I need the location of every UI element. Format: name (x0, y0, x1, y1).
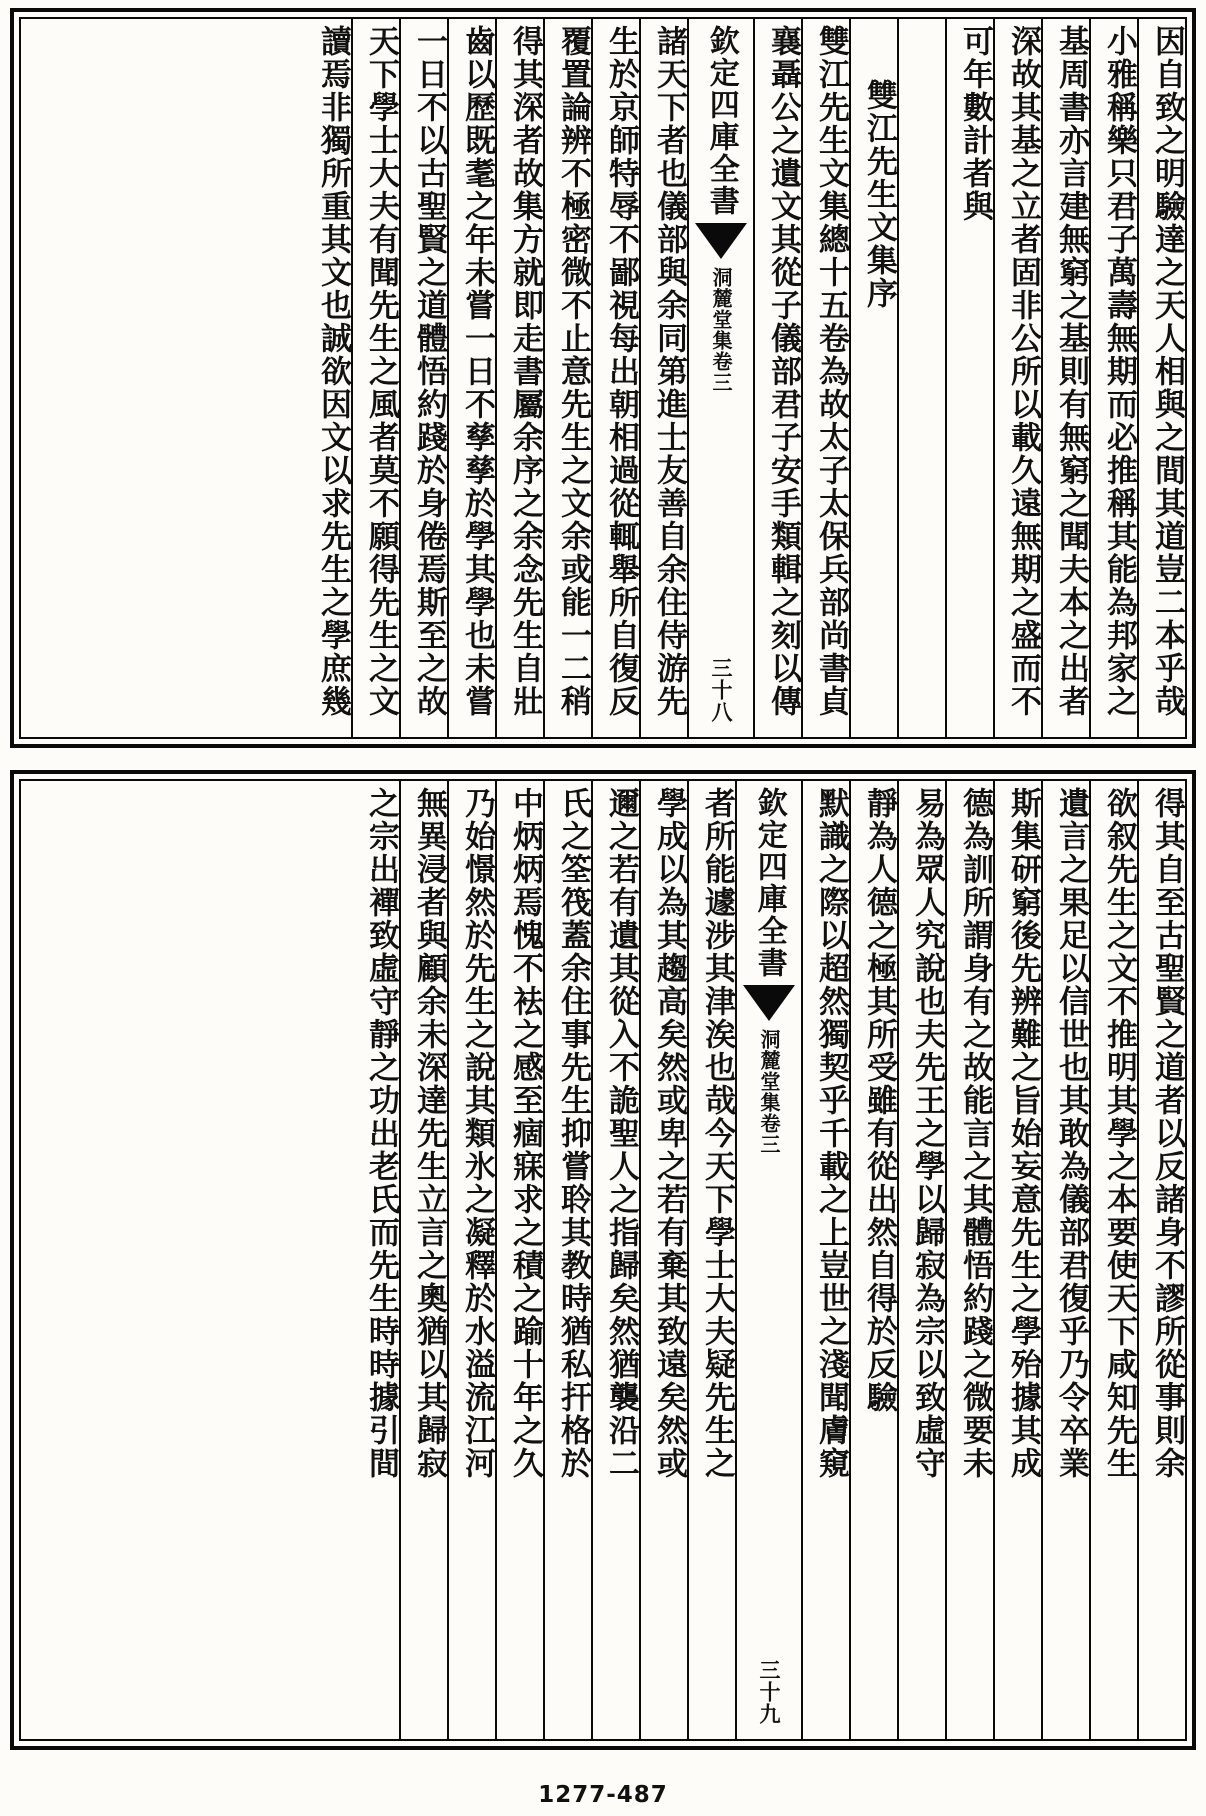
text-column: 中炳炳焉愧不袪之感至痼寐求之積之踰十年之久 (495, 781, 543, 1739)
page-footer-number: 1277-487 (538, 1782, 668, 1808)
text-column: 者所能遽涉其津涘也哉今天下學士大夫疑先生之 (687, 781, 735, 1739)
text-column: 覆置論辨不極密微不止意先生之文余或能一二稍 (543, 19, 591, 737)
text-column-blank (897, 19, 945, 737)
spine-juan: 卷三 (757, 1113, 781, 1155)
text-column: 遺言之果足以信世也其敢為儀部君復乎乃令卒業 (1041, 781, 1089, 1739)
text-column: 欲叙先生之文不推明其學之本要使天下咸知先生 (1089, 781, 1137, 1739)
text-column: 一日不以古聖賢之道體悟約踐於身倦焉斯至之故 (399, 19, 447, 737)
text-column: 雙江先生文集總十五卷為故太子太保兵部尚書貞 (801, 19, 849, 737)
text-column: 齒以歷既耄之年未嘗一日不孳孳於學其學也未嘗 (447, 19, 495, 737)
spine-page-number: 三十八 (709, 657, 734, 723)
text-column: 之宗出襌致虛守靜之功出老氏而先生時時據引間 (363, 787, 399, 1480)
text-column: 因自致之明驗達之天人相與之間其道豈二本乎哉 (1137, 19, 1185, 737)
text-column: 邇之若有遺其從入不詭聖人之指歸矣然猶襲沿二 (591, 781, 639, 1739)
spine-block-upper (687, 19, 753, 737)
spine-title: 欽定四庫全書 (751, 787, 787, 979)
preface-title-column: 雙江先生文集序 (849, 19, 897, 737)
text-column: 易為眾人究說也夫先王之學以歸寂為宗以致虛守 (897, 781, 945, 1739)
text-column: 得其自至古聖賢之道者以反諸身不謬所從事則余 (1137, 781, 1185, 1739)
text-column: 學成以為其趨高矣然或卑之若有棄其致遠矣然或 (639, 781, 687, 1739)
text-column: 諸天下者也儀部與余同第進士友善自余住侍游先 (639, 19, 687, 737)
spine-title: 欽定四庫全書 (703, 25, 739, 217)
text-column: 可年數計者與 (945, 19, 993, 737)
fishtail-icon (695, 223, 747, 259)
spine-collection: 洞麓堂集 (709, 267, 733, 351)
text-column: 默識之際以超然獨契乎千載之上豈世之淺聞膚窺 (801, 781, 849, 1739)
text-column: 德為訓所謂身有之故能言之其體悟約踐之微要未 (945, 781, 993, 1739)
text-column: 氏之筌筏蓋余住事先生抑嘗聆其教時猶私扞格於 (543, 781, 591, 1739)
spine-block-lower (735, 781, 801, 1739)
frame-inner-upper (19, 17, 1187, 739)
text-column: 深故其基之立者固非公所以載久遠無期之盛而不 (993, 19, 1041, 737)
spine-collection: 洞麓堂集 (757, 1029, 781, 1113)
frame-inner-lower (19, 779, 1187, 1741)
spine-juan: 卷三 (709, 351, 733, 393)
text-column: 天下學士大夫有聞先生之風者莫不願得先生之文 (351, 19, 399, 737)
text-column: 小雅稱樂只君子萬壽無期而必推稱其能為邦家之 (1089, 19, 1137, 737)
text-column: 無異浸者與顧余未深達先生立言之奧猶以其歸寂 (399, 781, 447, 1739)
fishtail-icon (743, 985, 795, 1021)
text-column: 靜為人德之極其所受雖有從出然自得於反驗 (849, 781, 897, 1739)
text-column: 得其深者故集方就即走書屬余序之余念先生自壯 (495, 19, 543, 737)
text-column: 斯集研窮後先辨難之旨始妄意先生之學殆據其成 (993, 781, 1041, 1739)
text-column: 生於京師特辱不鄙視每出朝相過從輒舉所自復反 (591, 19, 639, 737)
text-column: 基周書亦言建無窮之基則有無窮之聞夫本之出者 (1041, 19, 1089, 737)
text-column: 襄聶公之遺文其從子儀部君子安手類輯之刻以傳 (753, 19, 801, 737)
text-column: 讀焉非獨所重其文也誠欲因文以求先生之學庶幾 (315, 25, 351, 718)
text-column: 乃始憬然於先生之說其類氷之凝釋於水溢流江河 (447, 781, 495, 1739)
woodblock-frame-upper (10, 8, 1196, 748)
woodblock-frame-lower (10, 770, 1196, 1750)
spine-page-number: 三十九 (757, 1659, 782, 1725)
